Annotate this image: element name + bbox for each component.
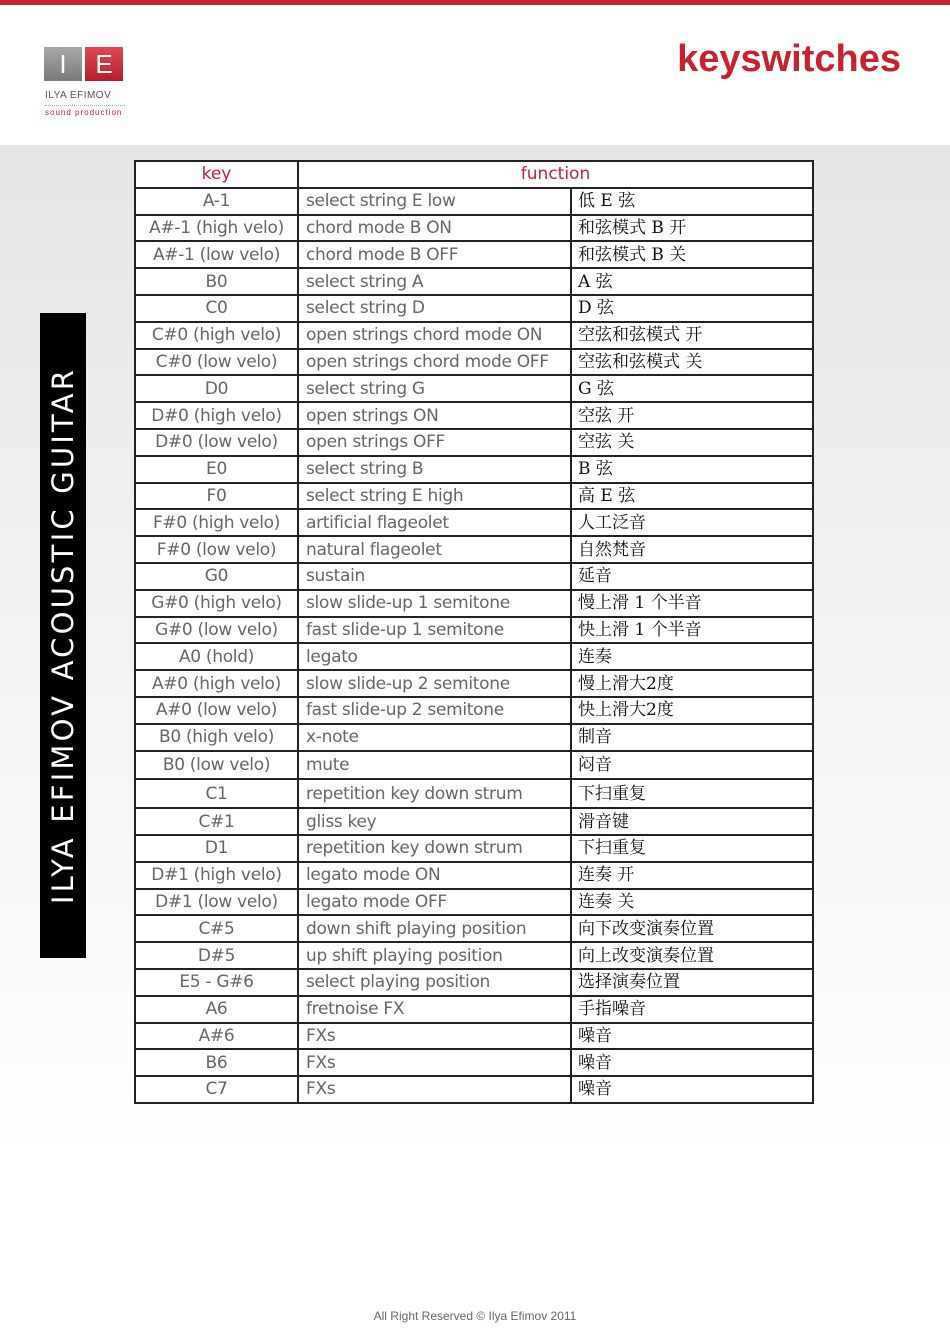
function-cell: natural flageolet xyxy=(298,536,571,563)
table-row xyxy=(135,1076,813,1103)
table-row xyxy=(135,483,813,510)
function-chinese-cell: 连奏 xyxy=(571,643,813,670)
key-cell: A#0 (low velo) xyxy=(135,697,298,724)
function-cell: repetition key down strum xyxy=(298,779,571,808)
table-row xyxy=(135,429,813,456)
key-cell: E0 xyxy=(135,456,298,483)
key-cell: D#5 xyxy=(135,942,298,969)
table-row xyxy=(135,509,813,536)
table-row xyxy=(135,643,813,670)
function-chinese-cell: 向上改变演奏位置 xyxy=(571,942,813,969)
logo-letter-i: I xyxy=(44,47,82,81)
header-function: function xyxy=(298,161,813,188)
function-cell: down shift playing position xyxy=(298,915,571,942)
table-row xyxy=(135,1049,813,1076)
table-row xyxy=(135,942,813,969)
table-row xyxy=(135,295,813,322)
function-cell: legato xyxy=(298,643,571,670)
page-title: keyswitches xyxy=(677,38,901,80)
key-cell: E5 - G#6 xyxy=(135,969,298,996)
key-cell: A#0 (high velo) xyxy=(135,670,298,697)
function-chinese-cell: 下扫重复 xyxy=(571,835,813,862)
key-cell: D#1 (low velo) xyxy=(135,889,298,916)
function-chinese-cell: 人工泛音 xyxy=(571,509,813,536)
key-cell: A0 (hold) xyxy=(135,643,298,670)
function-chinese-cell: 噪音 xyxy=(571,1023,813,1050)
table-body xyxy=(135,188,813,1103)
function-chinese-cell: 延音 xyxy=(571,563,813,590)
side-banner-text-wrap xyxy=(40,313,86,958)
key-cell: C#0 (high velo) xyxy=(135,322,298,349)
function-chinese-cell: 快上滑 1 个半音 xyxy=(571,617,813,644)
key-cell: D0 xyxy=(135,375,298,402)
function-cell: sustain xyxy=(298,563,571,590)
function-chinese-cell: B 弦 xyxy=(571,456,813,483)
function-chinese-cell: 和弦模式 B 开 xyxy=(571,215,813,242)
key-cell: C#5 xyxy=(135,915,298,942)
table-row xyxy=(135,1023,813,1050)
table-row xyxy=(135,996,813,1023)
key-cell: A-1 xyxy=(135,188,298,215)
function-cell: select playing position xyxy=(298,969,571,996)
table-row xyxy=(135,779,813,808)
function-chinese-cell: 噪音 xyxy=(571,1049,813,1076)
function-cell: x-note xyxy=(298,724,571,751)
function-chinese-cell: 高 E 弦 xyxy=(571,483,813,510)
function-chinese-cell: 下扫重复 xyxy=(571,779,813,808)
table-row xyxy=(135,751,813,780)
function-cell: slow slide-up 2 semitone xyxy=(298,670,571,697)
key-cell: F#0 (low velo) xyxy=(135,536,298,563)
function-cell: artificial flageolet xyxy=(298,509,571,536)
logo-name: ILYA EFIMOV xyxy=(45,90,112,101)
table-row xyxy=(135,349,813,376)
function-chinese-cell: 噪音 xyxy=(571,1076,813,1103)
keyswitch-table xyxy=(134,160,814,1104)
function-chinese-cell: 选择演奏位置 xyxy=(571,969,813,996)
function-chinese-cell: 滑音键 xyxy=(571,808,813,835)
function-cell: legato mode OFF xyxy=(298,889,571,916)
key-cell: D#0 (low velo) xyxy=(135,429,298,456)
table-row xyxy=(135,188,813,215)
table-row xyxy=(135,268,813,295)
function-cell: gliss key xyxy=(298,808,571,835)
table-row xyxy=(135,670,813,697)
key-cell: G#0 (low velo) xyxy=(135,617,298,644)
table-row xyxy=(135,617,813,644)
function-chinese-cell: 慢上滑 1 个半音 xyxy=(571,590,813,617)
brand-logo xyxy=(44,45,134,125)
function-cell: mute xyxy=(298,751,571,780)
function-cell: up shift playing position xyxy=(298,942,571,969)
function-cell: open strings OFF xyxy=(298,429,571,456)
header-key: key xyxy=(135,161,298,188)
key-cell: A6 xyxy=(135,996,298,1023)
function-chinese-cell: 闷音 xyxy=(571,751,813,780)
table-row xyxy=(135,724,813,751)
logo-subtitle: sound production xyxy=(45,108,123,117)
function-chinese-cell: 低 E 弦 xyxy=(571,188,813,215)
logo-letter-e: E xyxy=(85,47,123,81)
key-cell: A#-1 (low velo) xyxy=(135,241,298,268)
table-row xyxy=(135,563,813,590)
table-row xyxy=(135,322,813,349)
function-chinese-cell: 连奏 开 xyxy=(571,862,813,889)
side-banner-text: ILYA EFIMOV ACOUSTIC GUITAR xyxy=(46,366,80,905)
key-cell: C7 xyxy=(135,1076,298,1103)
key-cell: C1 xyxy=(135,779,298,808)
key-cell: B6 xyxy=(135,1049,298,1076)
function-chinese-cell: 和弦模式 B 关 xyxy=(571,241,813,268)
key-cell: G#0 (high velo) xyxy=(135,590,298,617)
function-cell: select string B xyxy=(298,456,571,483)
table-row xyxy=(135,889,813,916)
table-row xyxy=(135,697,813,724)
function-chinese-cell: A 弦 xyxy=(571,268,813,295)
function-cell: select string D xyxy=(298,295,571,322)
key-cell: A#-1 (high velo) xyxy=(135,215,298,242)
footer-copyright: All Right Reserved © Ilya Efimov 2011 xyxy=(373,1309,577,1323)
function-chinese-cell: 空弦和弦模式 关 xyxy=(571,349,813,376)
key-cell: B0 xyxy=(135,268,298,295)
function-chinese-cell: 自然梵音 xyxy=(571,536,813,563)
table-row xyxy=(135,835,813,862)
table-row xyxy=(135,808,813,835)
function-cell: legato mode ON xyxy=(298,862,571,889)
function-cell: select string G xyxy=(298,375,571,402)
function-chinese-cell: 空弦 开 xyxy=(571,402,813,429)
table-row xyxy=(135,536,813,563)
function-chinese-cell: 制音 xyxy=(571,724,813,751)
key-cell: G0 xyxy=(135,563,298,590)
function-cell: chord mode B ON xyxy=(298,215,571,242)
key-cell: C#0 (low velo) xyxy=(135,349,298,376)
key-cell: D#0 (high velo) xyxy=(135,402,298,429)
function-cell: open strings chord mode OFF xyxy=(298,349,571,376)
function-chinese-cell: 空弦和弦模式 开 xyxy=(571,322,813,349)
key-cell: C0 xyxy=(135,295,298,322)
key-cell: D1 xyxy=(135,835,298,862)
function-cell: chord mode B OFF xyxy=(298,241,571,268)
table-row xyxy=(135,969,813,996)
function-chinese-cell: 快上滑大2度 xyxy=(571,697,813,724)
key-cell: A#6 xyxy=(135,1023,298,1050)
function-cell: fast slide-up 2 semitone xyxy=(298,697,571,724)
function-chinese-cell: 空弦 关 xyxy=(571,429,813,456)
table-row xyxy=(135,456,813,483)
function-cell: select string E high xyxy=(298,483,571,510)
table-row xyxy=(135,241,813,268)
key-cell: F#0 (high velo) xyxy=(135,509,298,536)
function-cell: FXs xyxy=(298,1023,571,1050)
table-row xyxy=(135,862,813,889)
function-cell: repetition key down strum xyxy=(298,835,571,862)
function-chinese-cell: D 弦 xyxy=(571,295,813,322)
table-row xyxy=(135,915,813,942)
function-cell: select string A xyxy=(298,268,571,295)
table-row xyxy=(135,402,813,429)
key-cell: B0 (low velo) xyxy=(135,751,298,780)
function-cell: select string E low xyxy=(298,188,571,215)
table-header-row xyxy=(135,161,813,188)
table-row xyxy=(135,215,813,242)
function-chinese-cell: 连奏 关 xyxy=(571,889,813,916)
function-cell: slow slide-up 1 semitone xyxy=(298,590,571,617)
function-chinese-cell: 手指噪音 xyxy=(571,996,813,1023)
table-row xyxy=(135,590,813,617)
function-chinese-cell: 向下改变演奏位置 xyxy=(571,915,813,942)
logo-divider xyxy=(45,105,125,106)
function-cell: fretnoise FX xyxy=(298,996,571,1023)
key-cell: C#1 xyxy=(135,808,298,835)
function-cell: open strings chord mode ON xyxy=(298,322,571,349)
function-cell: FXs xyxy=(298,1076,571,1103)
function-chinese-cell: 慢上滑大2度 xyxy=(571,670,813,697)
function-cell: FXs xyxy=(298,1049,571,1076)
key-cell: D#1 (high velo) xyxy=(135,862,298,889)
key-cell: F0 xyxy=(135,483,298,510)
table-row xyxy=(135,375,813,402)
function-cell: fast slide-up 1 semitone xyxy=(298,617,571,644)
key-cell: B0 (high velo) xyxy=(135,724,298,751)
function-cell: open strings ON xyxy=(298,402,571,429)
function-chinese-cell: G 弦 xyxy=(571,375,813,402)
